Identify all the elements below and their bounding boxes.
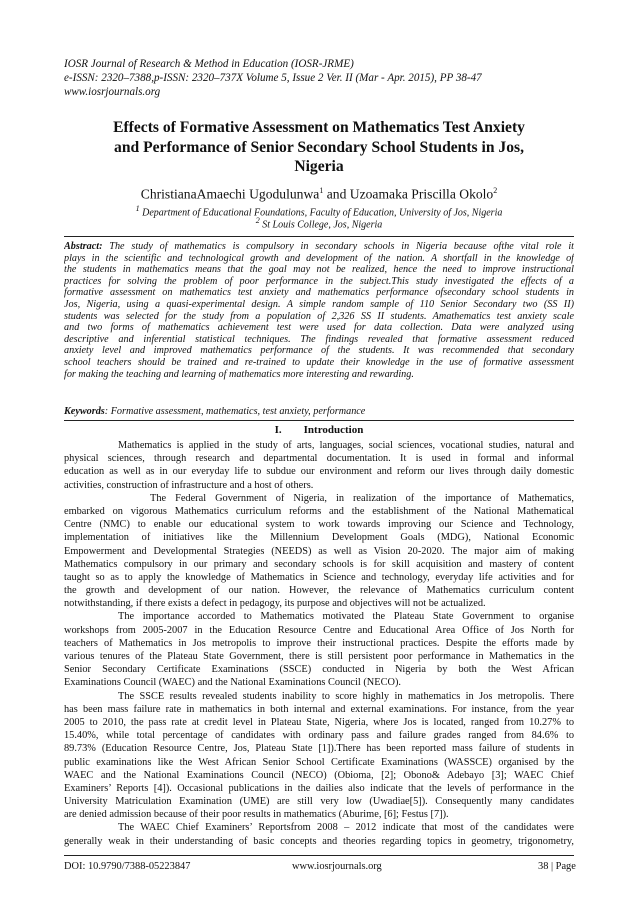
body-line: public examinations like the West African Senior School Certificate Examinations (WASSCE) organised by the [64,756,574,768]
author-name: Uzoamaka Priscilla Okolo [349,186,494,202]
journal-website: www.iosrjournals.org [64,86,161,99]
affiliation [64,215,574,231]
body-line: generally weak in their understanding of basic concepts and theories regarding topics in geometry, trigonometry, [64,835,574,847]
body-line: The SSCE results revealed students inability to score highly in mathematics in Jos metropolis. There [118,690,574,702]
issn-line: e-ISSN: 2320–7388,p-ISSN: 2320–737X Volume 5, Issue 2 Ver. II (Mar - Apr. 2015), PP 38-47 [64,72,482,85]
title-line: and Performance of Senior Secondary School Students in Jos, [114,138,524,156]
affiliation-text: Department of Educational Foundations, Faculty of Education, University of Jos, Nigeria [139,207,503,219]
body-line: workshops from 2005-2007 in the Education Resource Centre and Educational Area Office of Jos North for [64,624,574,636]
body-line: implementation of initiatives like the Millennium Development Goals (MDG), National Economic [64,532,574,544]
body-line: 89.73% (Education Resource Centre, Jos, Plateau State [1]).There has been reported mass failure of students in [64,743,574,755]
divider [64,236,574,237]
body-line: Senior Secondary Certificate Examinations (SSCE) conducted in Nigeria by both the West African [64,664,574,676]
abstract-label: Abstract: [64,241,103,252]
abstract-line: Abstract: The study of mathematics is compulsory in secondary schools in Nigeria because ofthe vital role it [64,241,574,252]
body-line: notwithstanding, if there exists a defect in pedagogy, its purpose and objectives will not be actualized. [64,598,486,610]
abstract [64,241,574,380]
affiliation-mark: 2 [493,186,498,195]
body-line: Mathematics is applied in the study of arts, languages, social sciences, vocational studies, natural and [118,440,574,451]
abstract-line: plays in the scientific and technological growth and development of the nation. A shortfall in the knowledge of [64,252,574,264]
body-line: The importance accorded to Mathematics motivated the Plateau State Government to organise [118,611,574,623]
body-line: Centre (NMC) to enable our educational system to work towards improving our Science and Technology, [64,519,574,531]
title-line: Effects of Formative Assessment on Mathematics Test Anxiety [113,119,525,136]
title-line: Nigeria [294,158,344,176]
journal-name: IOSR Journal of Research & Method in Education (IOSR-JRME) [64,58,354,70]
abstract-line: the students in mathematics means that the goal may not be realized, hence the need to improve instructional [64,264,574,276]
body-line: taught so as to apply the knowledge of Mathematics in Science and technology, everyday life activities and for [64,571,574,583]
body-line: 15.40%, while total percentage of candidates with ordinary pass and failure grades ranged from 84.6% to [64,730,574,742]
keywords-label: Keywords [64,406,105,417]
body-line: teachers of Mathematics in Jos metropolis to improve their instructional practices. Despite the efforts made by [64,637,574,649]
body-line: the growth and development of our nation. However, the relevance of Mathematics curriculum content [64,585,574,597]
section-number: I. [274,424,282,436]
affiliation-text: St Louis College, Jos, Nigeria [259,219,383,231]
body-line: are denied admission because of their poor results in mathematics (Aburime, [6]; Festus [7]). [64,809,449,821]
abstract-line: descriptive and inferential statistical techniques. The findings revealed that formative assessment reduced [64,333,574,345]
keywords-text: : Formative assessment, mathematics, test anxiety, performance [104,406,366,417]
body-line: Empowerment and Developmental Strategies (NEEDS) as well as Vision 20-2020. The major aim of making [64,545,574,557]
abstract-line: Jos, Nigeria, using a quasi-experimental design. A simple random sample of 110 Senior Secondary two (SS II) [64,298,574,310]
body-line: Examinations Council (WAEC) and the National Examinations Council (NECO). [64,677,401,689]
author-name: ChristianaAmaechi Ugodulunwa [140,186,320,202]
body-line: The Federal Government of Nigeria, in realization of the importance of Mathematics, [150,492,574,504]
abstract-line: anxiety level and improved mathematics performance of the students. It was recommended that secondary [64,345,574,357]
section-title: Introduction [303,424,364,436]
keywords [64,406,574,418]
author-list [64,183,574,203]
journal-header [64,57,584,100]
abstract-line: and two forms of mathematics achievement test were used for data collection. Data were analyzed using [64,322,574,334]
affiliation-mark: 1 [135,204,140,213]
abstract-line: formative assessment on mathematics test anxiety and mathematics performance ofsecondary school students in [64,287,574,299]
body-line: 2005 to 2010, the pass rate at credit level in Plateau State, Nigeria, where Jos is located, ranged from 10.27% to [64,716,574,728]
divider [64,420,574,421]
section-heading [64,424,574,437]
body-line: various tenures of the Plateau State Government, there is still persistent poor performance in Mathematics in the [64,651,574,662]
body-line: education as well as in our everyday life to subdue our environment and reform our lives through daily domestic [64,466,574,478]
body-line: activities, construction of infrastructure and a host of others. [64,479,314,491]
abstract-line: practices for solving the problem of poor performance in the subject.This study investigated the effects of a [64,275,574,287]
paper-title [64,118,574,177]
affiliation-mark: 1 [319,186,324,195]
body-line: has been mass failure rate in mathematics in both internal and external examinations. For instance, from the year [64,703,574,715]
body-line: physical sciences, through research and departmental documentation. It is used in formal and informal [64,453,574,465]
footer-doi: DOI: 10.9790/7388-05223847 [64,861,191,872]
affiliation-mark: 2 [255,216,260,225]
body-line: The WAEC Chief Examiners’ Reportsfrom 2008 – 2012 indicate that most of the candidates were [118,822,574,834]
abstract-line: students was selected for the study from a population of 2,326 SS II students. Amathematics test anxiety scale [64,310,574,322]
body-line: Examiners’ Reports [4]). Occasional publications in the dailies also indicate that the levels of performance in the [64,782,574,794]
footer-website: www.iosrjournals.org [292,861,382,872]
body-line: WAEC and the National Examinations Council (NECO) (Obioma, [2]; Obono& Adebayo [3]; WAEC Chief [64,769,574,781]
divider [64,855,574,856]
body-line: Mathematics compulsory in our primary and secondary schools is for skill acquisition and mastery of content [64,558,574,570]
author-connector: and [323,186,350,202]
footer-page-number: 38 | Page [538,861,576,872]
body-text [64,439,574,848]
abstract-line: for making the teaching and learning of mathematics more interesting and rewarding. [64,368,414,380]
body-line: University Matriculation Examination (UME) are still very low (Uwadiae[5]). Consequently many candidates [64,796,574,808]
abstract-line: school teachers should be trained and re-trained to update their knowledge in the use of formative assessment [64,356,574,368]
body-line: embarked on vigorous Mathematics curriculum reforms and the establishment of the National Mathematical [64,505,574,517]
